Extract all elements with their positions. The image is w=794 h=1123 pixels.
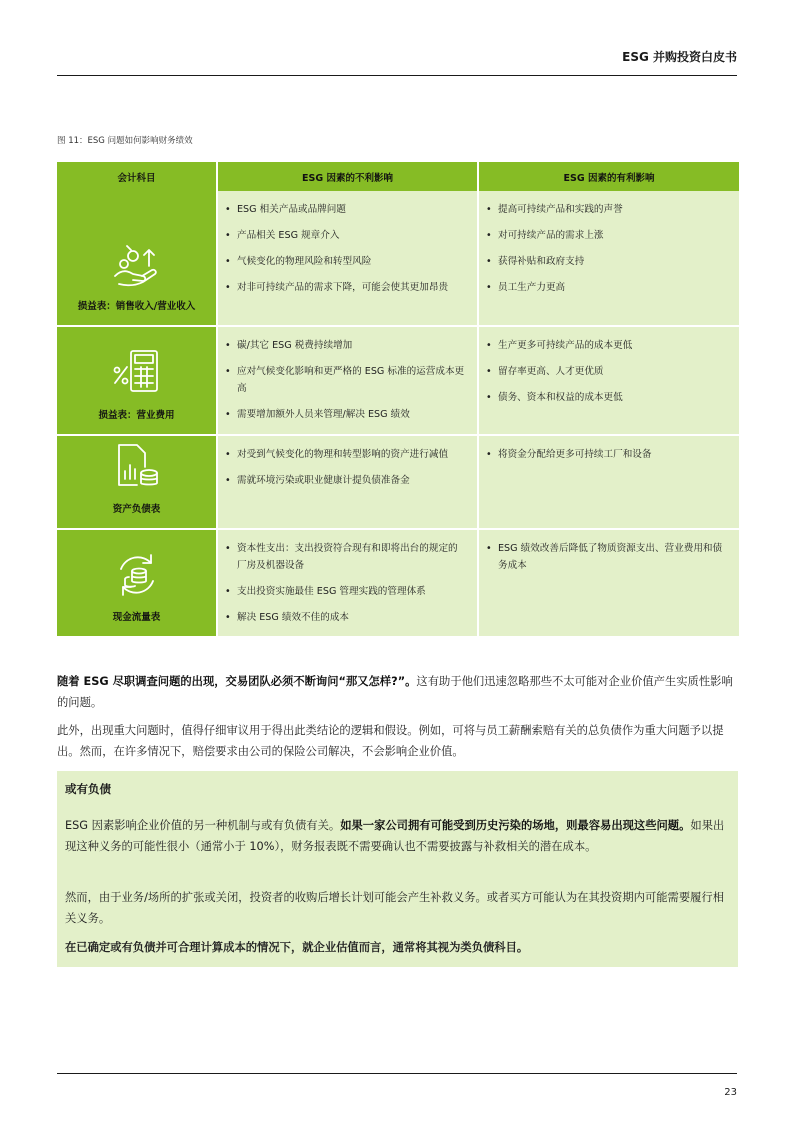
table-header-row	[57, 162, 739, 191]
negative-impact-cell	[217, 191, 478, 326]
document-header-title: ESG 并购投资白皮书	[622, 50, 737, 64]
page-number: 23	[724, 1087, 737, 1098]
box-paragraph-3: 在已确定或有负债并可合理计算成本的情况下，就企业估值而言，通常将其视为类负债科目。	[65, 941, 529, 954]
footer-rule	[57, 1073, 737, 1074]
list-item: • 对非可持续产品的需求下降，可能会使其更加昂贵	[225, 279, 466, 296]
list-item: • 债务、资本和权益的成本更低	[486, 389, 728, 406]
list-item: • 支出投资实施最佳 ESG 管理实践的管理体系	[225, 583, 466, 600]
positive-impact-cell	[478, 191, 739, 326]
list-item: • 留存率更高、人才更优质	[486, 363, 728, 380]
list-item: • 将资金分配给更多可持续工厂和设备	[486, 446, 728, 463]
body-paragraph-1-bold: 随着 ESG 尽职调查问题的出现，交易团队必须不断询问“那又怎样?”。	[57, 675, 417, 688]
list-item: • 需要增加额外人员来管理/解决 ESG 绩效	[225, 406, 466, 423]
list-item: • 生产更多可持续产品的成本更低	[486, 337, 728, 354]
list-item: • 获得补贴和政府支持	[486, 253, 728, 270]
column-header-negative: ESG 因素的不利影响	[217, 162, 478, 191]
positive-impact-cell	[478, 326, 739, 435]
account-label: 损益表：销售收入/营业收入	[77, 301, 196, 312]
list-item: • 应对气候变化影响和更严格的 ESG 标准的运营成本更高	[225, 363, 466, 397]
negative-impact-cell	[217, 435, 478, 529]
account-cell	[57, 191, 217, 326]
list-item: • 气候变化的物理风险和转型风险	[225, 253, 466, 270]
negative-impact-cell	[217, 326, 478, 435]
negative-impact-cell	[217, 529, 478, 637]
account-cell	[57, 326, 217, 435]
contingent-liability-box	[57, 771, 738, 967]
column-header-account: 会计科目	[57, 162, 217, 191]
list-item: • 对可持续产品的需求上涨	[486, 227, 728, 244]
table-row	[57, 435, 739, 529]
list-item: • 提高可持续产品和实践的声誉	[486, 201, 728, 218]
list-item: • ESG 绩效改善后降低了物质资源支出、营业费用和债务成本	[486, 540, 728, 574]
body-paragraph-1-rest: 这有助于他们迅速忽略那些不太可能对企业价值产生实质性影响的问题。	[57, 675, 733, 709]
list-item: • 资本性支出：支出投资符合现有和即将出台的规定的厂房及机器设备	[225, 540, 466, 574]
body-paragraph-2: 此外，出现重大问题时，值得仔细审议用于得出此类结论的逻辑和假设。例如，可将与员工薪酬索赔有关的总负债作为重大问题予以提出。然而，在许多情况下，赔偿要求由公司的保险公司解决，不会影响企业价值。	[57, 724, 724, 758]
box-paragraph-1-bold: 如果一家公司拥有可能受到历史污染的场地，则最容易出现这些问题。	[340, 819, 691, 832]
box-paragraph-1-pre: ESG 因素影响企业价值的另一种机制与或有负债有关。	[65, 819, 341, 832]
box-paragraph-1	[65, 815, 725, 857]
esg-impact-table	[57, 162, 739, 638]
list-item: • 员工生产力更高	[486, 279, 728, 296]
list-item: • 对受到气候变化的物理和转型影响的资产进行减值	[225, 446, 466, 463]
account-cell	[57, 435, 217, 529]
list-item: • 解决 ESG 绩效不佳的成本	[225, 609, 466, 626]
list-item: • 需就环境污染或职业健康计提负债准备金	[225, 472, 466, 489]
header-rule	[57, 75, 737, 76]
positive-impact-cell	[478, 435, 739, 529]
list-item: • ESG 相关产品或品牌问题	[225, 201, 466, 218]
hand-coins-growth-icon	[109, 236, 165, 292]
box-paragraph-1-post: 如果出现这种义务的可能性很小（通常小于 10%），财务报表既不需要确认也不需要披露与补救相关的潜在成本。	[65, 819, 725, 853]
cycle-coins-icon	[109, 547, 165, 603]
account-label: 损益表：营业费用	[98, 410, 175, 421]
positive-impact-cell	[478, 529, 739, 637]
column-header-positive: ESG 因素的有利影响	[478, 162, 739, 191]
list-item: • 产品相关 ESG 规章介入	[225, 227, 466, 244]
table-row	[57, 326, 739, 435]
document-chart-coins-icon	[109, 439, 165, 495]
list-item: • 碳/其它 ESG 税费持续增加	[225, 337, 466, 354]
account-cell	[57, 529, 217, 637]
table-row	[57, 191, 739, 326]
box-paragraph-2: 然而，由于业务/场所的扩张或关闭，投资者的收购后增长计划可能会产生补救义务。或者买方可能认为在其投资期内可能需要履行相关义务。	[65, 891, 725, 925]
account-label: 资产负债表	[112, 504, 161, 515]
account-label: 现金流量表	[112, 612, 161, 623]
percent-calculator-icon	[109, 345, 165, 401]
box-title: 或有负债	[65, 782, 111, 796]
figure-caption: 图 11：ESG 问题如何影响财务绩效	[57, 136, 193, 146]
table-row	[57, 529, 739, 637]
body-paragraph-1	[57, 671, 739, 713]
